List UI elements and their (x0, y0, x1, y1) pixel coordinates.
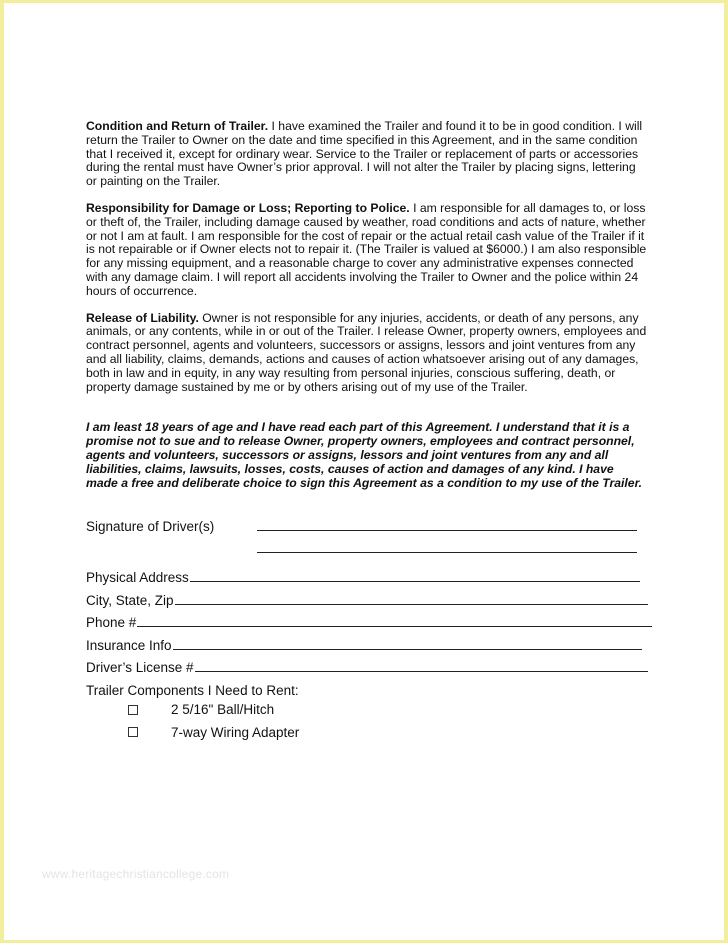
agreement-content (86, 120, 648, 743)
address-label: Physical Address (86, 569, 189, 585)
components-title: Trailer Components I Need to Rent: (86, 683, 299, 699)
license-label: Driver’s License # (86, 660, 194, 676)
component-label: 7-way Wiring Adapter (171, 724, 300, 740)
phone-row (86, 608, 648, 631)
phone-line[interactable] (137, 625, 652, 627)
city-line[interactable] (175, 603, 648, 605)
component-wiring-adapter (86, 721, 648, 744)
insurance-line[interactable] (173, 648, 642, 650)
license-line[interactable] (195, 670, 648, 672)
section-heading: Condition and Return of Trailer. (86, 119, 269, 133)
section-release-liability (86, 312, 648, 395)
watermark: www.heritagechristiancollege.com (42, 867, 230, 881)
city-row (86, 585, 648, 608)
agreement-statement: I am least 18 years of age and I have read each part of this Agreement. I understand that it is a promise not to sue and to release Owner, property owners, employees and contract personnel, agents and volunteers, successors or assigns, lessors and joint ventures from any and all liabilities, claims, lawsuits, losses, costs, causes of action and damages of any kind. I have made a free and deliberate choice to sign this Agreement as a condition to my use of the Trailer. (86, 420, 643, 490)
signature-row (86, 512, 648, 534)
license-row (86, 653, 648, 676)
insurance-label: Insurance Info (86, 637, 172, 653)
address-row (86, 562, 648, 585)
address-line[interactable] (190, 580, 640, 582)
section-heading: Responsibility for Damage or Loss; Reporting to Police. (86, 200, 410, 215)
signature-label: Signature of Driver(s) (86, 519, 215, 535)
signature-line-2[interactable] (257, 551, 637, 553)
insurance-row (86, 630, 648, 653)
city-label: City, State, Zip (86, 592, 174, 608)
driver-info-form (86, 512, 648, 743)
component-label: 2 5/16" Ball/Hitch (171, 702, 275, 718)
component-ball-hitch (86, 698, 648, 721)
section-heading: Release of Liability. (86, 310, 199, 325)
signature-row-2 (86, 534, 648, 556)
section-body: I am responsible for all damages to, or loss or theft of, the Trailer, including damage caused by weather, road conditions and acts of nature, whether or not I am at fault. I am responsible for the cost of repair or the actual retail cash value of the Trailer if it is not repairable or if Owner elects not to repair it. (The Trailer is valued at $6000.) I am also responsible for any missing equipment, and a reasonable charge to cover any administrative expenses connected with any damage claim. I will report all accidents involving the Trailer to Owner and the police within 24 hours of occurrence. (86, 200, 647, 298)
checkbox[interactable] (128, 727, 138, 737)
phone-label: Phone # (86, 615, 137, 631)
section-damage-loss (86, 202, 648, 299)
signature-line-1[interactable] (257, 529, 637, 531)
section-body: I have examined the Trailer and found it to be in good condition. I will return the Trailer to Owner on the date and time specified in this Agreement, and in the same condition that I received it, except for ordinary wear. Service to the Trailer or replacement of parts or accessories during the rental must have Owner’s prior approval. I will not alter the Trailer by placing signs, lettering or painting on the Trailer. (86, 119, 643, 189)
document-page (4, 3, 724, 940)
section-condition-return (86, 120, 648, 189)
checkbox[interactable] (128, 705, 138, 715)
section-body: Owner is not responsible for any injuries, accidents, or death of any persons, any animals, or any contents, while in or out of the Trailer. I release Owner, property owners, employees and contract personnel, agents and volunteers, successors or assigns, lessors and joint ventures from any and all liability, claims, demands, actions and causes of action whatsoever arising out of any damages, both in law and in equity, in any way resulting from personal injuries, conscious suffering, death, or property damage sustained by me or by others arising out of my use of the Trailer. (86, 310, 647, 394)
